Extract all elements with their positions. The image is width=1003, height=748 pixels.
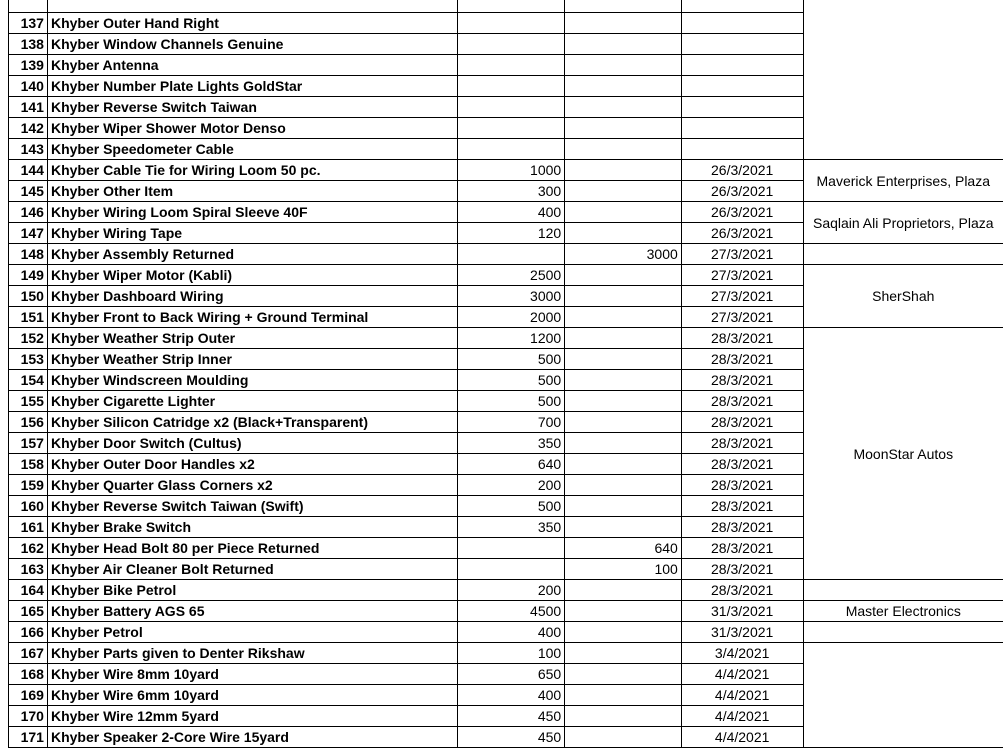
returned-cell[interactable]: 100: [565, 559, 682, 580]
returned-cell[interactable]: [565, 412, 682, 433]
date-cell[interactable]: 4/4/2021: [681, 664, 803, 685]
supplier-cell[interactable]: Master Electronics: [803, 601, 1003, 622]
row-number-cell[interactable]: 161: [9, 517, 48, 538]
row-number-cell[interactable]: 148: [9, 244, 48, 265]
item-name-cell[interactable]: Khyber Antenna: [47, 55, 457, 76]
table-row[interactable]: [9, 601, 1003, 622]
date-cell[interactable]: [681, 13, 803, 34]
amount-cell[interactable]: 500: [457, 496, 565, 517]
amount-cell[interactable]: 200: [457, 475, 565, 496]
supplier-cell[interactable]: MoonStar Autos: [803, 328, 1003, 580]
amount-cell[interactable]: 400: [457, 622, 565, 643]
date-cell[interactable]: 28/3/2021: [681, 328, 803, 349]
table-row[interactable]: [9, 328, 1003, 349]
supplier-cell[interactable]: [803, 0, 1003, 160]
date-cell[interactable]: 26/3/2021: [681, 223, 803, 244]
date-cell[interactable]: 4/4/2021: [681, 685, 803, 706]
returned-cell[interactable]: [565, 517, 682, 538]
amount-cell[interactable]: 700: [457, 412, 565, 433]
row-number-cell[interactable]: 169: [9, 685, 48, 706]
date-cell[interactable]: 28/3/2021: [681, 433, 803, 454]
item-name-cell[interactable]: Khyber Head Bolt 80 per Piece Returned: [47, 538, 457, 559]
returned-cell[interactable]: 3000: [565, 244, 682, 265]
amount-cell[interactable]: [457, 559, 565, 580]
supplier-cell[interactable]: SherShah: [803, 265, 1003, 328]
date-cell[interactable]: 28/3/2021: [681, 538, 803, 559]
returned-cell[interactable]: [565, 433, 682, 454]
date-cell[interactable]: 26/3/2021: [681, 202, 803, 223]
date-cell[interactable]: [681, 97, 803, 118]
returned-cell[interactable]: [565, 727, 682, 748]
row-number-cell[interactable]: 160: [9, 496, 48, 517]
item-name-cell[interactable]: Khyber Quarter Glass Corners x2: [47, 475, 457, 496]
date-cell[interactable]: 27/3/2021: [681, 307, 803, 328]
returned-cell[interactable]: [565, 181, 682, 202]
row-number-cell[interactable]: 145: [9, 181, 48, 202]
item-name-cell[interactable]: Khyber Wire 12mm 5yard: [47, 706, 457, 727]
date-cell[interactable]: 28/3/2021: [681, 559, 803, 580]
item-name-cell[interactable]: Khyber Cable Tie for Wiring Loom 50 pc.: [47, 160, 457, 181]
item-name-cell[interactable]: [47, 0, 457, 13]
returned-cell[interactable]: [565, 685, 682, 706]
item-name-cell[interactable]: Khyber Wiper Shower Motor Denso: [47, 118, 457, 139]
supplier-cell[interactable]: [803, 643, 1003, 748]
table-row[interactable]: [9, 643, 1003, 664]
amount-cell[interactable]: [457, 55, 565, 76]
table-row[interactable]: [9, 265, 1003, 286]
item-name-cell[interactable]: Khyber Wire 8mm 10yard: [47, 664, 457, 685]
date-cell[interactable]: 26/3/2021: [681, 160, 803, 181]
supplier-cell[interactable]: Saqlain Ali Proprietors, Plaza: [803, 202, 1003, 244]
returned-cell[interactable]: [565, 139, 682, 160]
amount-cell[interactable]: [457, 97, 565, 118]
item-name-cell[interactable]: Khyber Assembly Returned: [47, 244, 457, 265]
date-cell[interactable]: [681, 139, 803, 160]
returned-cell[interactable]: [565, 601, 682, 622]
date-cell[interactable]: 28/3/2021: [681, 496, 803, 517]
item-name-cell[interactable]: Khyber Speedometer Cable: [47, 139, 457, 160]
row-number-cell[interactable]: 170: [9, 706, 48, 727]
item-name-cell[interactable]: Khyber Wire 6mm 10yard: [47, 685, 457, 706]
item-name-cell[interactable]: Khyber Number Plate Lights GoldStar: [47, 76, 457, 97]
item-name-cell[interactable]: Khyber Parts given to Denter Rikshaw: [47, 643, 457, 664]
item-name-cell[interactable]: Khyber Wiper Motor (Kabli): [47, 265, 457, 286]
table-row[interactable]: [9, 580, 1003, 601]
amount-cell[interactable]: 1200: [457, 328, 565, 349]
row-number-cell[interactable]: 156: [9, 412, 48, 433]
row-number-cell[interactable]: 158: [9, 454, 48, 475]
amount-cell[interactable]: 4500: [457, 601, 565, 622]
returned-cell[interactable]: [565, 202, 682, 223]
row-number-cell[interactable]: 154: [9, 370, 48, 391]
returned-cell[interactable]: [565, 223, 682, 244]
item-name-cell[interactable]: Khyber Weather Strip Outer: [47, 328, 457, 349]
amount-cell[interactable]: 450: [457, 727, 565, 748]
item-name-cell[interactable]: Khyber Windscreen Moulding: [47, 370, 457, 391]
row-number-cell[interactable]: 143: [9, 139, 48, 160]
amount-cell[interactable]: 400: [457, 685, 565, 706]
item-name-cell[interactable]: Khyber Wiring Tape: [47, 223, 457, 244]
amount-cell[interactable]: [457, 0, 565, 13]
item-name-cell[interactable]: Khyber Silicon Catridge x2 (Black+Transparent): [47, 412, 457, 433]
date-cell[interactable]: 28/3/2021: [681, 370, 803, 391]
amount-cell[interactable]: [457, 13, 565, 34]
spreadsheet: [8, 0, 1003, 748]
date-cell[interactable]: [681, 76, 803, 97]
amount-cell[interactable]: [457, 34, 565, 55]
date-cell[interactable]: [681, 34, 803, 55]
date-cell[interactable]: 31/3/2021: [681, 601, 803, 622]
date-cell[interactable]: 28/3/2021: [681, 454, 803, 475]
date-cell[interactable]: 28/3/2021: [681, 349, 803, 370]
amount-cell[interactable]: 200: [457, 580, 565, 601]
amount-cell[interactable]: [457, 139, 565, 160]
row-number-cell[interactable]: 150: [9, 286, 48, 307]
row-number-cell[interactable]: 162: [9, 538, 48, 559]
returned-cell[interactable]: [565, 55, 682, 76]
returned-cell[interactable]: [565, 622, 682, 643]
returned-cell[interactable]: [565, 307, 682, 328]
item-name-cell[interactable]: Khyber Door Switch (Cultus): [47, 433, 457, 454]
row-number-cell[interactable]: 152: [9, 328, 48, 349]
date-cell[interactable]: 3/4/2021: [681, 643, 803, 664]
item-name-cell[interactable]: Khyber Air Cleaner Bolt Returned: [47, 559, 457, 580]
date-cell[interactable]: 31/3/2021: [681, 622, 803, 643]
item-name-cell[interactable]: Khyber Wiring Loom Spiral Sleeve 40F: [47, 202, 457, 223]
returned-cell[interactable]: [565, 76, 682, 97]
amount-cell[interactable]: 400: [457, 202, 565, 223]
item-name-cell[interactable]: Khyber Outer Door Handles x2: [47, 454, 457, 475]
returned-cell[interactable]: [565, 643, 682, 664]
returned-cell[interactable]: [565, 265, 682, 286]
amount-cell[interactable]: [457, 118, 565, 139]
supplier-cell[interactable]: [803, 580, 1003, 601]
amount-cell[interactable]: 120: [457, 223, 565, 244]
row-number-cell[interactable]: 166: [9, 622, 48, 643]
item-name-cell[interactable]: Khyber Weather Strip Inner: [47, 349, 457, 370]
amount-cell[interactable]: 1000: [457, 160, 565, 181]
row-number-cell[interactable]: 147: [9, 223, 48, 244]
date-cell[interactable]: 27/3/2021: [681, 265, 803, 286]
table-row[interactable]: [9, 244, 1003, 265]
row-number-cell[interactable]: 144: [9, 160, 48, 181]
row-number-cell[interactable]: 165: [9, 601, 48, 622]
row-number-cell[interactable]: 146: [9, 202, 48, 223]
item-name-cell[interactable]: Khyber Petrol: [47, 622, 457, 643]
item-name-cell[interactable]: Khyber Brake Switch: [47, 517, 457, 538]
amount-cell[interactable]: 500: [457, 391, 565, 412]
row-number-cell[interactable]: 167: [9, 643, 48, 664]
item-name-cell[interactable]: Khyber Speaker 2-Core Wire 15yard: [47, 727, 457, 748]
returned-cell[interactable]: [565, 34, 682, 55]
amount-cell[interactable]: 100: [457, 643, 565, 664]
table-row[interactable]: [9, 622, 1003, 643]
date-cell[interactable]: 28/3/2021: [681, 517, 803, 538]
table-row[interactable]: [9, 160, 1003, 181]
returned-cell[interactable]: [565, 13, 682, 34]
date-cell[interactable]: [681, 0, 803, 13]
row-number-cell[interactable]: [9, 0, 48, 13]
date-cell[interactable]: 26/3/2021: [681, 181, 803, 202]
date-cell[interactable]: 27/3/2021: [681, 244, 803, 265]
returned-cell[interactable]: [565, 349, 682, 370]
row-number-cell[interactable]: 168: [9, 664, 48, 685]
item-name-cell[interactable]: Khyber Reverse Switch Taiwan (Swift): [47, 496, 457, 517]
row-number-cell[interactable]: 149: [9, 265, 48, 286]
item-name-cell[interactable]: Khyber Window Channels Genuine: [47, 34, 457, 55]
parts-table-body: [9, 0, 1003, 748]
returned-cell[interactable]: [565, 286, 682, 307]
item-name-cell[interactable]: Khyber Front to Back Wiring + Ground Terminal: [47, 307, 457, 328]
returned-cell[interactable]: [565, 664, 682, 685]
item-name-cell[interactable]: Khyber Reverse Switch Taiwan: [47, 97, 457, 118]
row-number-cell[interactable]: 159: [9, 475, 48, 496]
returned-cell[interactable]: [565, 454, 682, 475]
returned-cell[interactable]: [565, 370, 682, 391]
amount-cell[interactable]: 2000: [457, 307, 565, 328]
date-cell[interactable]: [681, 118, 803, 139]
amount-cell[interactable]: 350: [457, 433, 565, 454]
row-number-cell[interactable]: 163: [9, 559, 48, 580]
amount-cell[interactable]: [457, 244, 565, 265]
item-name-cell[interactable]: Khyber Cigarette Lighter: [47, 391, 457, 412]
table-row[interactable]: [9, 0, 1003, 13]
amount-cell[interactable]: 300: [457, 181, 565, 202]
date-cell[interactable]: 27/3/2021: [681, 286, 803, 307]
row-number-cell[interactable]: 157: [9, 433, 48, 454]
item-name-cell[interactable]: Khyber Outer Hand Right: [47, 13, 457, 34]
returned-cell[interactable]: [565, 0, 682, 13]
returned-cell[interactable]: [565, 160, 682, 181]
date-cell[interactable]: [681, 55, 803, 76]
returned-cell[interactable]: 640: [565, 538, 682, 559]
date-cell[interactable]: 28/3/2021: [681, 391, 803, 412]
amount-cell[interactable]: [457, 76, 565, 97]
item-name-cell[interactable]: Khyber Battery AGS 65: [47, 601, 457, 622]
date-cell[interactable]: 28/3/2021: [681, 580, 803, 601]
amount-cell[interactable]: [457, 538, 565, 559]
item-name-cell[interactable]: Khyber Bike Petrol: [47, 580, 457, 601]
table-row[interactable]: [9, 202, 1003, 223]
row-number-cell[interactable]: 138: [9, 34, 48, 55]
row-number-cell[interactable]: 153: [9, 349, 48, 370]
supplier-cell[interactable]: [803, 244, 1003, 265]
parts-table: [8, 0, 1003, 748]
returned-cell[interactable]: [565, 475, 682, 496]
row-number-cell[interactable]: 137: [9, 13, 48, 34]
row-number-cell[interactable]: 151: [9, 307, 48, 328]
amount-cell[interactable]: 650: [457, 664, 565, 685]
row-number-cell[interactable]: 155: [9, 391, 48, 412]
amount-cell[interactable]: 3000: [457, 286, 565, 307]
returned-cell[interactable]: [565, 706, 682, 727]
amount-cell[interactable]: 500: [457, 370, 565, 391]
date-cell[interactable]: 28/3/2021: [681, 412, 803, 433]
row-number-cell[interactable]: 140: [9, 76, 48, 97]
row-number-cell[interactable]: 139: [9, 55, 48, 76]
returned-cell[interactable]: [565, 97, 682, 118]
row-number-cell[interactable]: 142: [9, 118, 48, 139]
returned-cell[interactable]: [565, 328, 682, 349]
returned-cell[interactable]: [565, 496, 682, 517]
date-cell[interactable]: 4/4/2021: [681, 706, 803, 727]
amount-cell[interactable]: 350: [457, 517, 565, 538]
returned-cell[interactable]: [565, 391, 682, 412]
amount-cell[interactable]: 500: [457, 349, 565, 370]
item-name-cell[interactable]: Khyber Dashboard Wiring: [47, 286, 457, 307]
returned-cell[interactable]: [565, 580, 682, 601]
amount-cell[interactable]: 640: [457, 454, 565, 475]
returned-cell[interactable]: [565, 118, 682, 139]
amount-cell[interactable]: 2500: [457, 265, 565, 286]
row-number-cell[interactable]: 164: [9, 580, 48, 601]
amount-cell[interactable]: 450: [457, 706, 565, 727]
row-number-cell[interactable]: 141: [9, 97, 48, 118]
item-name-cell[interactable]: Khyber Other Item: [47, 181, 457, 202]
date-cell[interactable]: 28/3/2021: [681, 475, 803, 496]
row-number-cell[interactable]: 171: [9, 727, 48, 748]
supplier-cell[interactable]: [803, 622, 1003, 643]
date-cell[interactable]: 4/4/2021: [681, 727, 803, 748]
supplier-cell[interactable]: Maverick Enterprises, Plaza: [803, 160, 1003, 202]
